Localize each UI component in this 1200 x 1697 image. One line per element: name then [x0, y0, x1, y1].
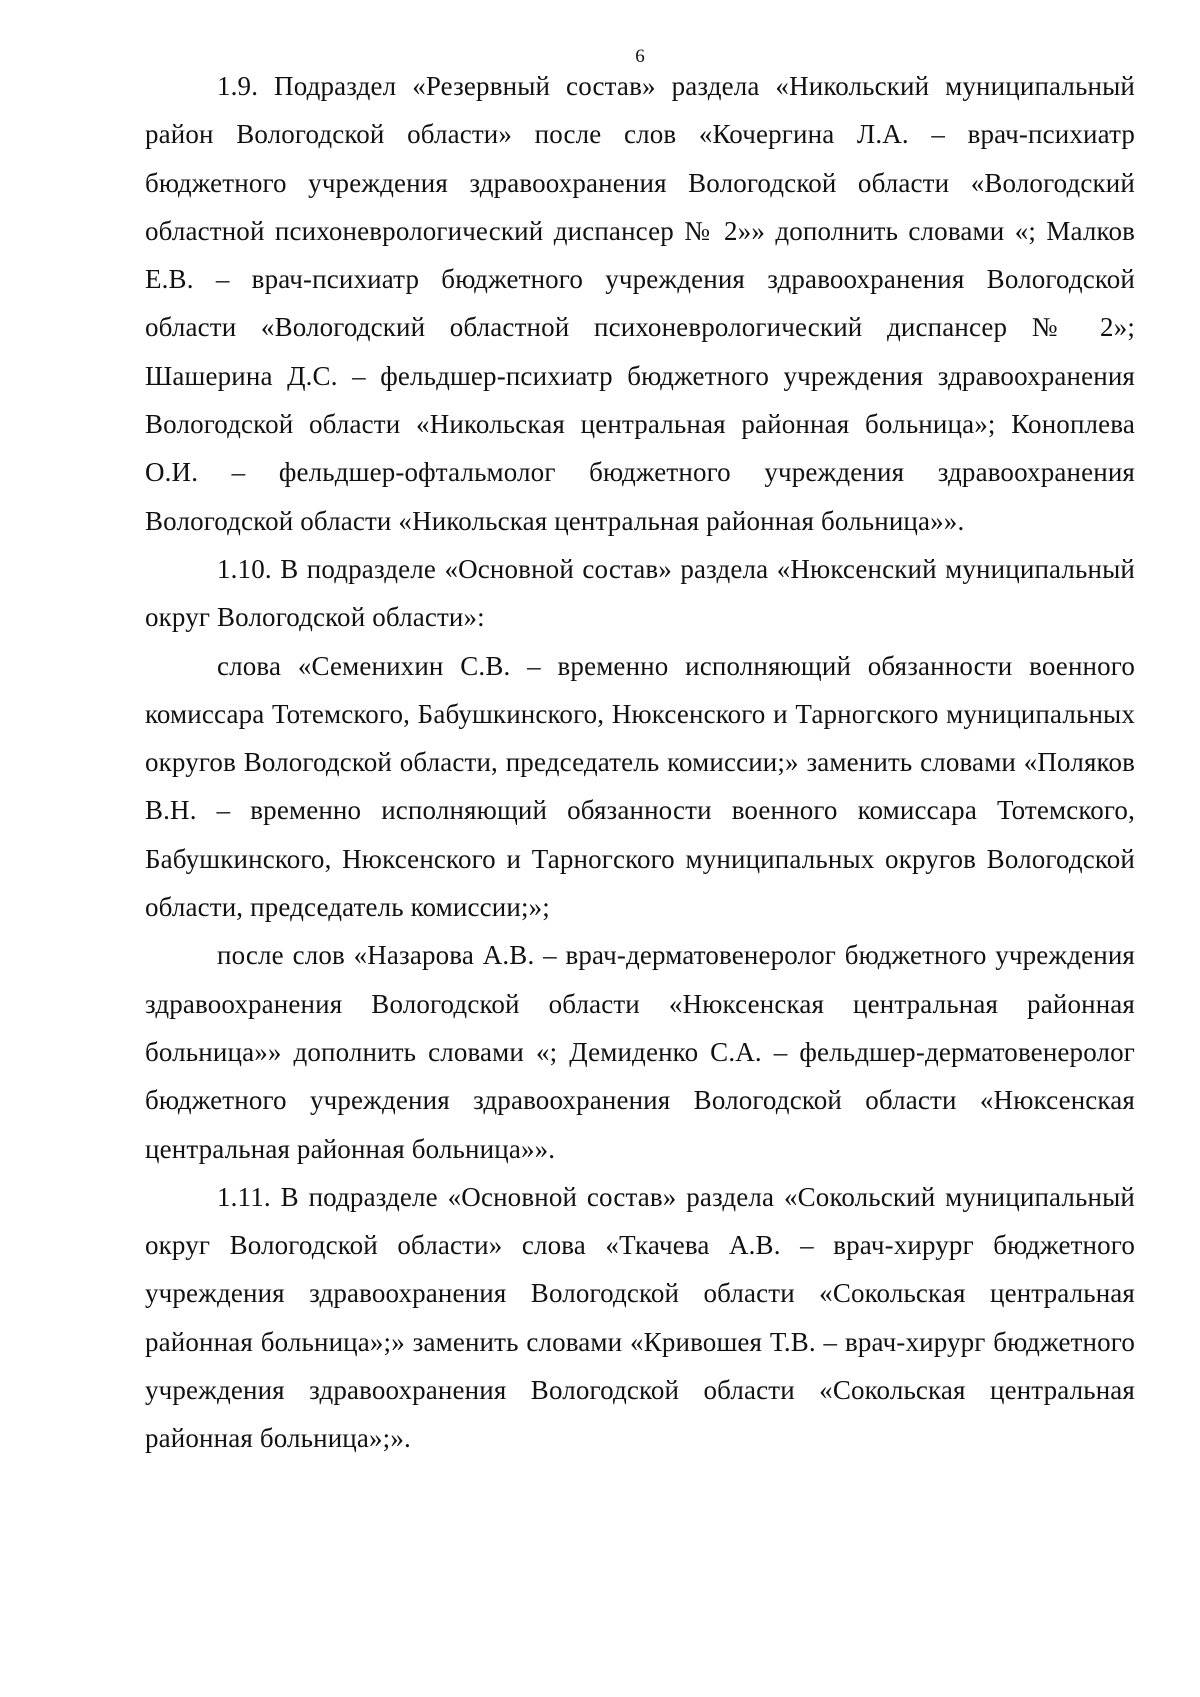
paragraph-1-10-replace: слова «Семенихин С.В. – временно исполняющий обязанности военного комиссара Тотемского, Бабушкинского, Нюксенского и Тарногского муниципальных округов Вологодской области, председатель комиссии;» заменить словами «Поляков В.Н. – временно исполняющий обязанности военного комиссара Тотемского, Бабушкинского, Нюксенского и Тарногского муниципальных округов Вологодской области, председатель комиссии;»; [145, 650, 1135, 923]
page-number: 6 [635, 46, 645, 67]
document-body [145, 62, 1135, 1463]
paragraph-1-10: 1.10. В подразделе «Основной состав» раздела «Нюксенский муниципальный округ Вологодской области»: [145, 553, 1135, 633]
paragraph-1-9: 1.9. Подраздел «Резервный состав» раздела «Никольский муниципальный район Вологодской области» после слов «Кочергина Л.А. – врач-психиатр бюджетного учреждения здравоохранения Вологодской области «Вологодский областной психоневрологический диспансер № 2»» дополнить словами «; Малков Е.В. – врач-психиатр бюджетного учреждения здравоохранения Вологодской области «Вологодский областной психоневрологический диспансер № 2»; Шашерина Д.С. – фельдшер-психиатр бюджетного учреждения здравоохранения Вологодской области «Никольская центральная районная больница»; Коноплева О.И. – фельдшер-офтальмолог бюджетного учреждения здравоохранения Вологодской области «Никольская центральная районная больница»». [145, 71, 1135, 536]
paragraph-1-10-append: после слов «Назарова А.В. – врач-дерматовенеролог бюджетного учреждения здравоохранения Вологодской области «Нюксенская центральная районная больница»» дополнить словами «; Демиденко С.А. – фельдшер-дерматовенеролог бюджетного учреждения здравоохранения Вологодской области «Нюксенская центральная районная больница»». [145, 940, 1135, 1164]
paragraph-1-11: 1.11. В подразделе «Основной состав» раздела «Сокольский муниципальный округ Вологодской области» слова «Ткачева А.В. – врач-хирург бюджетного учреждения здравоохранения Вологодской области «Сокольская центральная районная больница»;» заменить словами «Кривошея Т.В. – врач-хирург бюджетного учреждения здравоохранения Вологодской области «Сокольская центральная районная больница»;». [145, 1181, 1135, 1454]
